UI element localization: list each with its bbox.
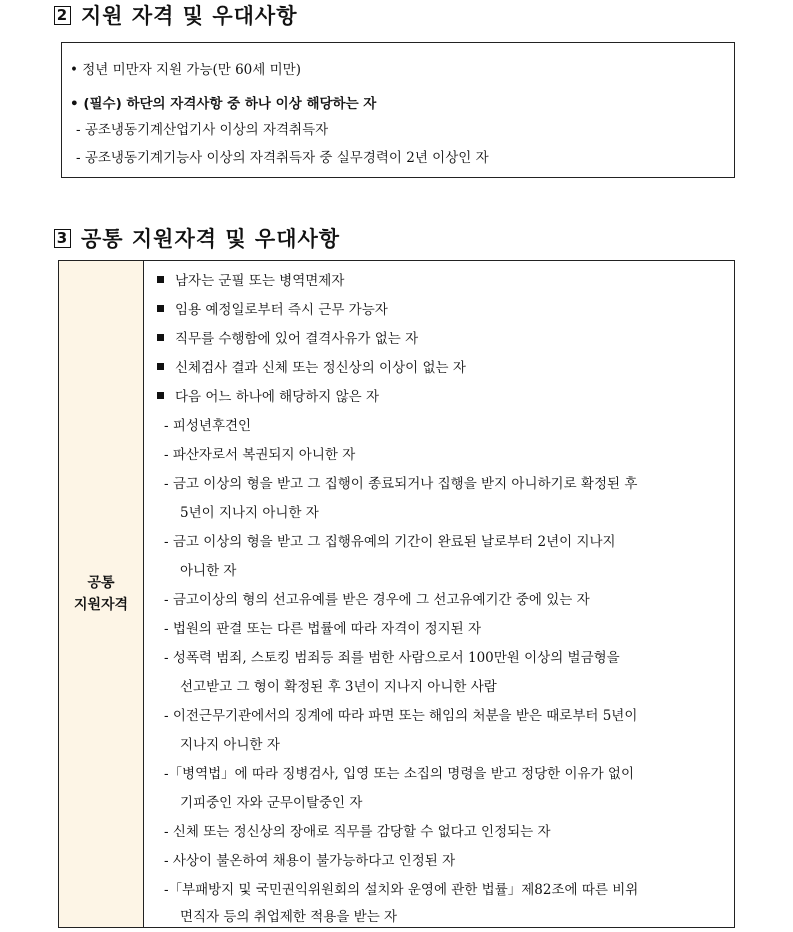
disqualification-line: - 법원의 판결 또는 다른 법률에 따라 자격이 정지된 자	[164, 621, 482, 637]
section-3-title-text: 공통 지원자격 및 우대사항	[81, 227, 341, 251]
requirement-age: • 정년 미만자 지원 가능(만 60세 미만)	[70, 62, 301, 78]
square-bullet-icon	[157, 392, 164, 399]
common-qualification-table	[58, 260, 735, 928]
disqualification-line: - 금고이상의 형의 선고유예를 받은 경우에 그 선고유예기간 중에 있는 자	[164, 592, 590, 608]
disqualification-line-cont: 면직자 등의 취업제한 적용을 받는 자	[180, 909, 398, 925]
disqualification-line: -「부패방지 및 국민권익위원회의 설치와 운영에 관한 법률」제82조에 따른 비위	[164, 882, 639, 898]
square-bullet-icon	[157, 276, 164, 283]
disqualification-line: - 이전근무기관에서의 징계에 따라 파면 또는 해임의 처분을 받은 때로부터 5년이	[164, 708, 638, 724]
disqualification-line-cont: 5년이 지나지 아니한 자	[180, 505, 319, 521]
section-2-box	[61, 42, 735, 178]
disqualification-line: - 성폭력 범죄, 스토킹 범죄등 죄를 범한 사람으로서 100만원 이상의 벌금형을	[164, 650, 620, 666]
disqualification-line: - 파산자로서 복권되지 아니한 자	[164, 447, 356, 463]
requirement-cert-1: - 공조냉동기계산업기사 이상의 자격취득자	[76, 122, 329, 138]
disqualification-line: - 피성년후견인	[164, 418, 252, 434]
bullet-item: 신체검사 결과 신체 또는 정신상의 이상이 없는 자	[157, 356, 466, 376]
bullet-item: 직무를 수행함에 있어 결격사유가 없는 자	[157, 327, 418, 347]
label-line-2: 지원자격	[73, 597, 129, 613]
requirement-mandatory: • (필수) 하단의 자격사항 중 하나 이상 해당하는 자	[70, 96, 377, 112]
square-bullet-icon	[157, 305, 164, 312]
disqualification-line-cont: 아니한 자	[180, 563, 237, 579]
disqualification-line: - 금고 이상의 형을 받고 그 집행이 종료되거나 집행을 받지 아니하기로 확정된 후	[164, 476, 638, 492]
disqualification-line-cont: 지나지 아니한 자	[180, 737, 280, 753]
square-bullet-icon	[157, 334, 164, 341]
square-bullet-icon	[157, 363, 164, 370]
disqualification-line: - 신체 또는 정신상의 장애로 직무를 감당할 수 없다고 인정되는 자	[164, 824, 551, 840]
section-2-title-text: 지원 자격 및 우대사항	[81, 4, 298, 28]
bullet-item: 다음 어느 하나에 해당하지 않은 자	[157, 385, 379, 405]
disqualification-line: - 금고 이상의 형을 받고 그 집행유예의 기간이 완료된 날로부터 2년이 지나지	[164, 534, 616, 550]
common-qualification-label-cell	[59, 261, 144, 927]
disqualification-line-cont: 기피중인 자와 군무이탈중인 자	[180, 795, 363, 811]
disqualification-line-cont: 선고받고 그 형이 확정된 후 3년이 지나지 아니한 사람	[180, 679, 497, 695]
requirement-cert-2: - 공조냉동기계기능사 이상의 자격취득자 중 실무경력이 2년 이상인 자	[76, 150, 489, 166]
disqualification-line: - 사상이 불온하여 채용이 불가능하다고 인정된 자	[164, 853, 456, 869]
bullet-item: 임용 예정일로부터 즉시 근무 가능자	[157, 298, 388, 318]
bullet-item: 남자는 군필 또는 병역면제자	[157, 269, 344, 289]
section-3-number: 3	[54, 229, 71, 248]
section-2-title	[54, 0, 298, 30]
common-qualification-label	[74, 572, 128, 616]
label-line-1: 공통	[87, 575, 115, 591]
section-2-number: 2	[54, 6, 71, 25]
section-3-title	[54, 223, 340, 253]
disqualification-line: -「병역법」에 따라 징병검사, 입영 또는 소집의 명령을 받고 정당한 이유가 없이	[164, 766, 634, 782]
